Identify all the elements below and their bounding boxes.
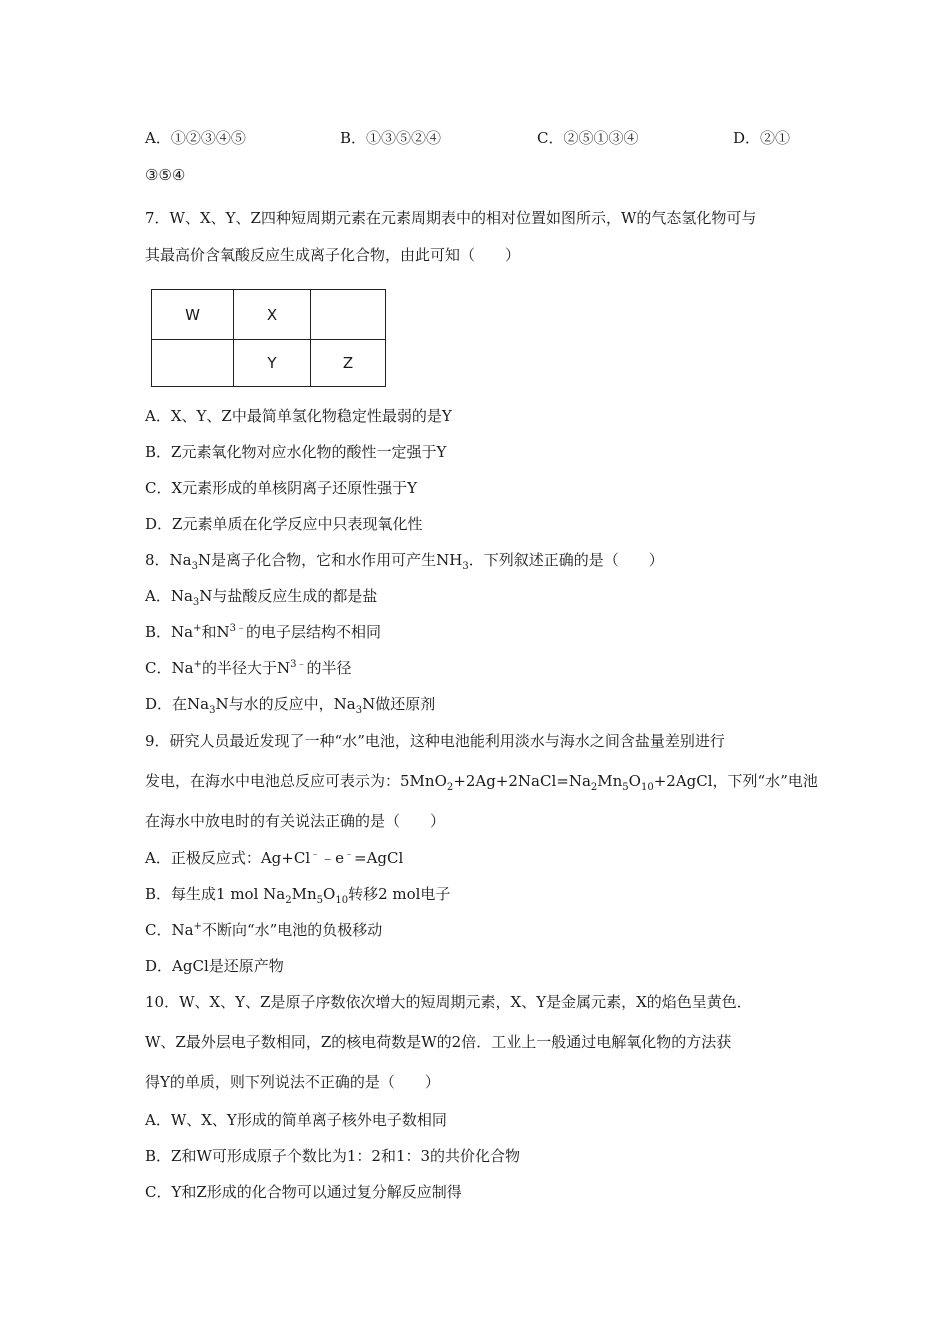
q9-option-d: D．AgCl是还原产物: [145, 957, 284, 975]
q8-option-a: A．$Na_3N$与盐酸反应生成的都是盐: [145, 587, 378, 608]
cell-z: Z: [311, 340, 386, 387]
q9-stem-line-3: 在海水中放电时的有关说法正确的是（ ）: [145, 812, 446, 830]
q7-option-b: B．Z元素氧化物对应水化物的酸性一定强于Y: [145, 443, 447, 461]
q7-option-c: C．X元素形成的单核阴离子还原性强于Y: [145, 479, 418, 497]
q6-option-c: C．②⑤①③④: [537, 129, 639, 147]
q6-option-d: D．②①: [733, 129, 791, 147]
q10-stem-line-2: W、Z最外层电子数相同，Z的核电荷数是W的2倍．工业上一般通过电解氧化物的方法获: [145, 1033, 732, 1051]
q8-option-b: B．Na+和$N^{3﹣}$的电子层结构不相同: [145, 623, 382, 641]
q9-stem-line-1: 9．研究人员最近发现了一种“水”电池，这种电池能利用淡水与海水之间含盐量差别进行: [145, 732, 725, 750]
q9-option-a: A．正极反应式：Ag+Cl﹣﹣e﹣=AgCl: [145, 849, 404, 867]
q7-option-a: A．X、Y、Z中最简单氢化物稳定性最弱的是Y: [145, 407, 452, 425]
q8-option-d: D．在$Na_3N$与水的反应中，$Na_3N$做还原剂: [145, 695, 436, 716]
q7-option-d: D．Z元素单质在化学反应中只表现氧化性: [145, 515, 423, 533]
cell-empty-1: [311, 290, 386, 340]
q10-stem-line-1: 10．W、X、Y、Z是原子序数依次增大的短周期元素，X、Y是金属元素，X的焰色呈黄色．: [145, 993, 752, 1011]
q6-option-b: B．①③⑤②④: [340, 129, 442, 147]
q9-stem-line-2: 发电，在海水中电池总反应可表示为：$5MnO_2+2Ag+2NaCl=Na_2Mn_5O_{10}+2AgCl$，下列“水”电池: [145, 772, 818, 793]
cell-y: Y: [234, 340, 311, 387]
q6-option-d-continued: ③⑤④: [145, 166, 186, 184]
q6-option-a: A．①②③④⑤: [145, 129, 246, 147]
q9-option-b: B．每生成1 mol $Na_2Mn_5O_{10}$转移2 mol电子: [145, 885, 451, 906]
q7-stem-line-2: 其最高价含氧酸反应生成离子化合物，由此可知（ ）: [145, 246, 521, 264]
q10-option-a: A．W、X、Y形成的简单离子核外电子数相同: [145, 1111, 447, 1129]
cell-w: W: [152, 290, 234, 340]
q10-stem-line-3: 得Y的单质，则下列说法不正确的是（ ）: [145, 1073, 440, 1091]
q7-stem-line-1: 7．W、X、Y、Z四种短周期元素在元素周期表中的相对位置如图所示，W的气态氢化物可与: [145, 209, 757, 227]
q9-option-c: C．Na+不断向“水”电池的负极移动: [145, 921, 383, 939]
q8-option-c: C．Na+的半径大于$N^{3﹣}$的半径: [145, 659, 352, 677]
q10-option-b: B．Z和W可形成原子个数比为1：2和1：3的共价化合物: [145, 1147, 521, 1165]
periodic-position-table: [151, 289, 386, 387]
q8-stem: 8．$Na_3N$是离子化合物，它和水作用可产生$NH_3$．下列叙述正确的是（ ）: [145, 551, 664, 572]
q10-option-c: C．Y和Z形成的化合物可以通过复分解反应制得: [145, 1183, 462, 1201]
cell-empty-2: [152, 340, 234, 387]
cell-x: X: [234, 290, 311, 340]
